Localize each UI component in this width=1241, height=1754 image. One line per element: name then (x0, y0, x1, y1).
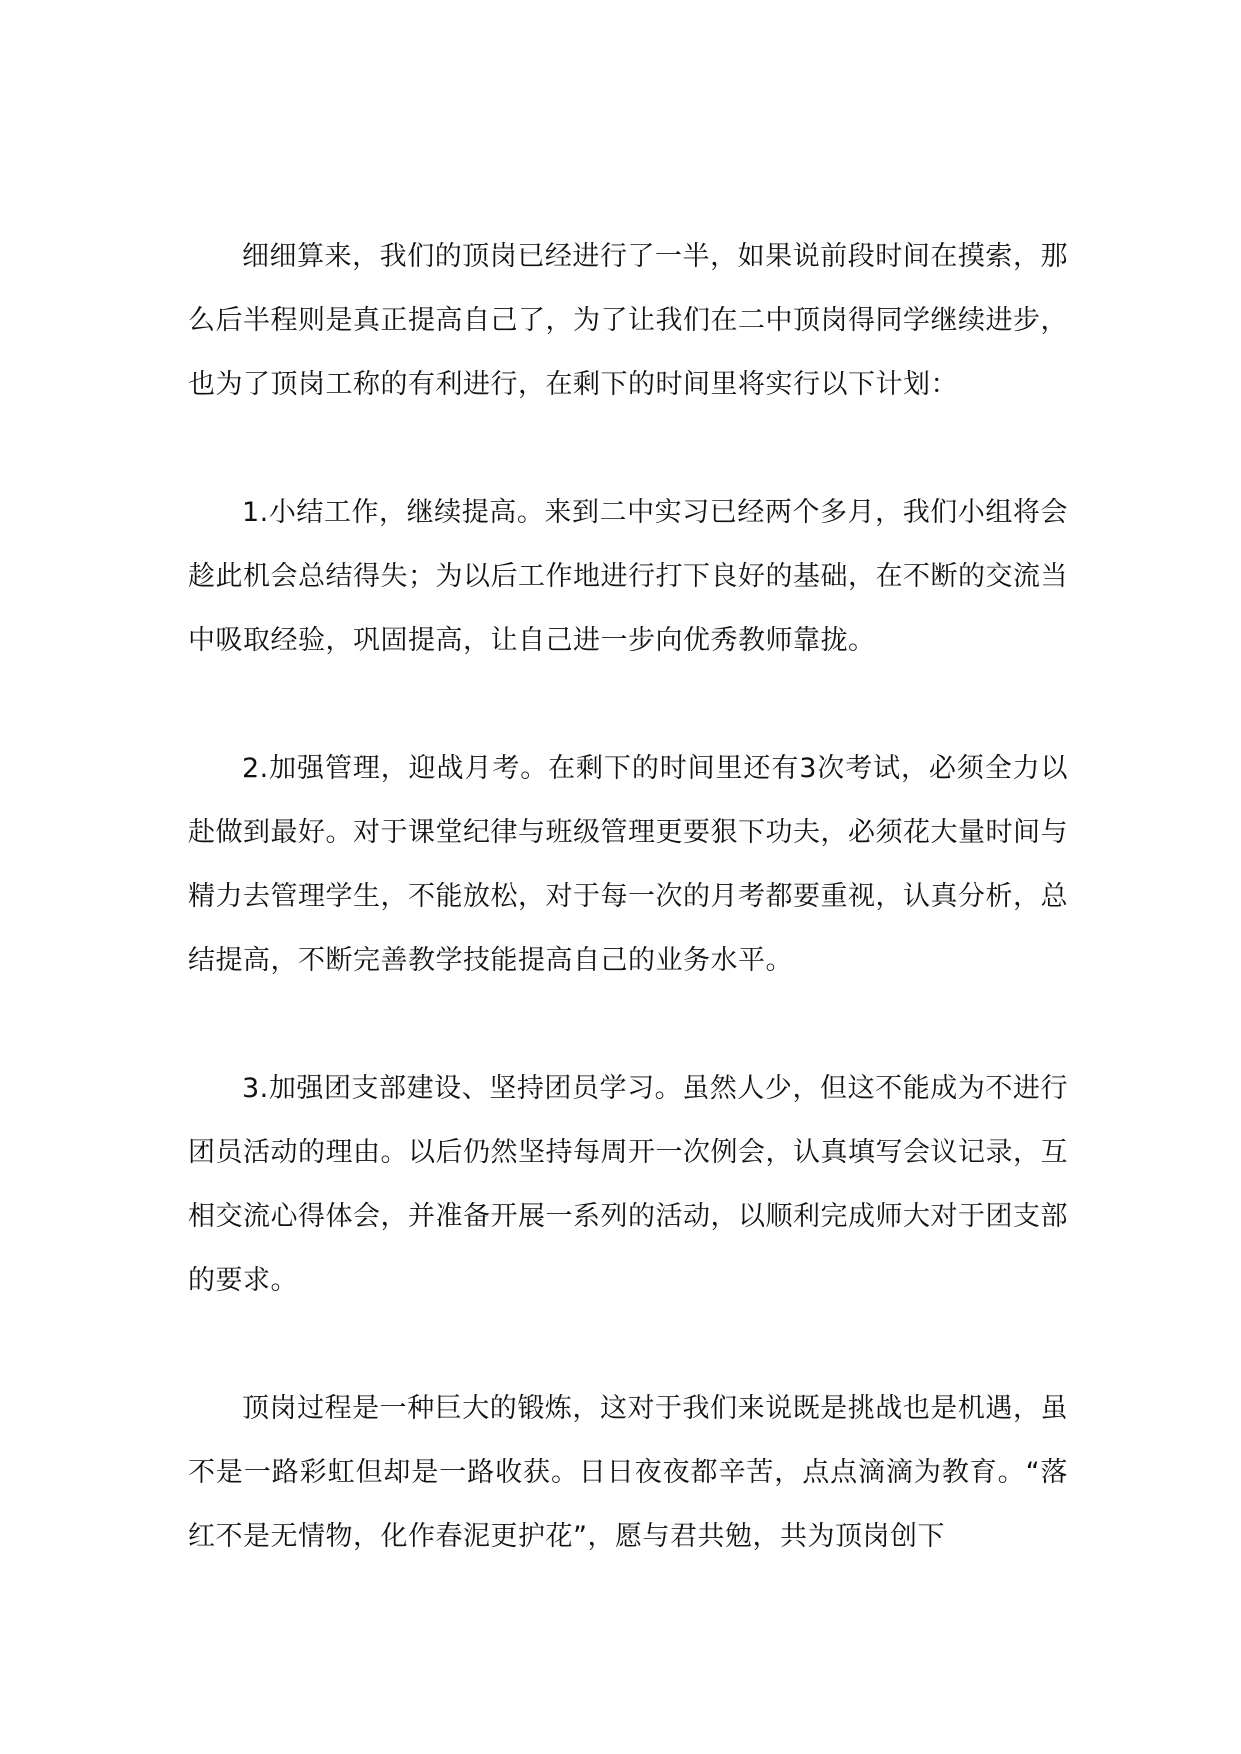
intro-paragraph: 细细算来，我们的顶岗已经进行了一半，如果说前段时间在摸索，那么后半程则是真正提高自己了，为了让我们在二中顶岗得同学继续进步，也为了顶岗工称的有利进行，在剩下的时间里将实行以下计划： (188, 241, 1068, 400)
plan-item-2-paragraph: 2.加强管理，迎战月考。在剩下的时间里还有3次考试，必须全力以赴做到最好。对于课堂纪律与班级管理更要狠下功夫，必须花大量时间与精力去管理学生，不能放松，对于每一次的月考都要重视，认真分析，总结提高，不断完善教学技能提高自己的业务水平。 (188, 753, 1068, 976)
plan-item-1-paragraph: 1.小结工作，继续提高。来到二中实习已经两个多月，我们小组将会趁此机会总结得失；为以后工作地进行打下良好的基础，在不断的交流当中吸取经验，巩固提高，让自己进一步向优秀教师靠拢。 (188, 497, 1068, 656)
document-body (188, 225, 1068, 1569)
closing-paragraph: 顶岗过程是一种巨大的锻炼，这对于我们来说既是挑战也是机遇，虽不是一路彩虹但却是一路收获。日日夜夜都辛苦，点点滴滴为教育。“落红不是无情物，化作春泥更护花”，愿与君共勉，共为顶岗创下 (188, 1393, 1068, 1552)
plan-item-3-paragraph: 3.加强团支部建设、坚持团员学习。虽然人少，但这不能成为不进行团员活动的理由。以后仍然坚持每周开一次例会，认真填写会议记录，互相交流心得体会，并准备开展一系列的活动，以顺利完成师大对于团支部的要求。 (188, 1073, 1068, 1296)
